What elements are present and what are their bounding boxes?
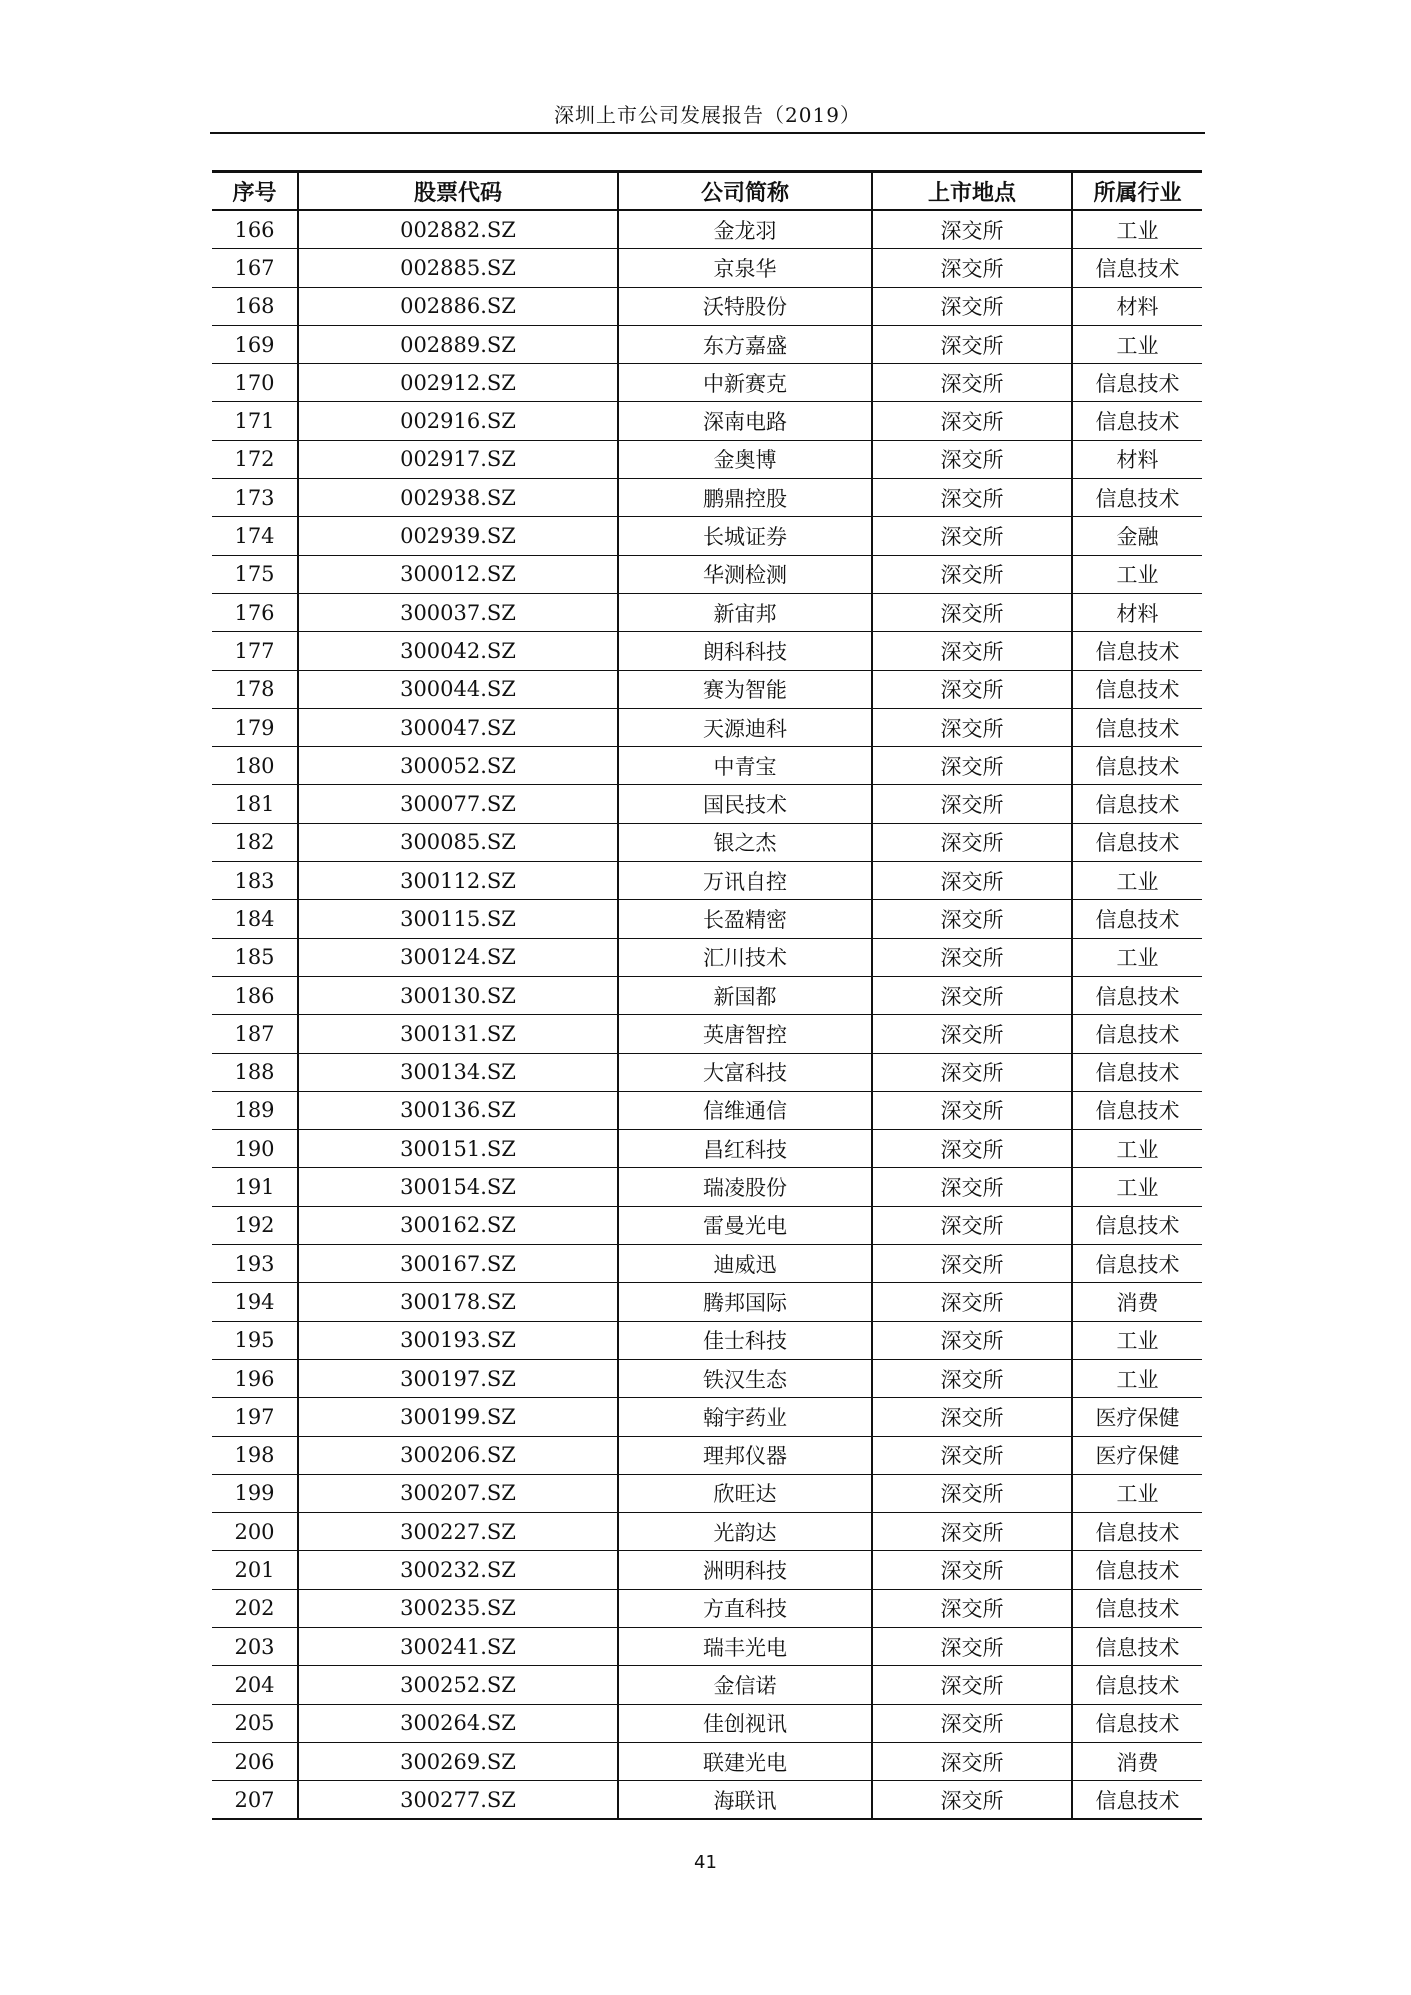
listing-venue-cell: 深交所: [872, 938, 1072, 976]
company-name-cell: 京泉华: [618, 249, 872, 287]
stock-code-cell: 300044.SZ: [298, 670, 618, 708]
stock-code-cell: 300162.SZ: [298, 1206, 618, 1244]
industry-cell: 工业: [1072, 938, 1202, 976]
industry-cell: 消费: [1072, 1283, 1202, 1321]
stock-code-cell: 002939.SZ: [298, 517, 618, 555]
listing-venue-cell: 深交所: [872, 1704, 1072, 1742]
table-row: [212, 555, 1202, 593]
company-name-cell: 东方嘉盛: [618, 325, 872, 363]
listing-venue-cell: 深交所: [872, 862, 1072, 900]
table-row: [212, 670, 1202, 708]
listing-venue-cell: 深交所: [872, 1015, 1072, 1053]
listing-venue-cell: 深交所: [872, 1359, 1072, 1397]
listing-venue-cell: 深交所: [872, 287, 1072, 325]
listing-venue-cell: 深交所: [872, 785, 1072, 823]
row-index-cell: 195: [234, 1328, 275, 1353]
table-row: [212, 1015, 1202, 1053]
listing-venue-cell: 深交所: [872, 479, 1072, 517]
company-name-cell: 鹏鼎控股: [618, 479, 872, 517]
column-header-listing-venue: 上市地点: [872, 172, 1072, 211]
listing-venue-cell: 深交所: [872, 1091, 1072, 1129]
table-row: [212, 862, 1202, 900]
table-row: [212, 249, 1202, 287]
company-name-cell: 佳士科技: [618, 1321, 872, 1359]
table-row: [212, 632, 1202, 670]
listing-venue-cell: 深交所: [872, 402, 1072, 440]
row-index-cell: 172: [234, 447, 275, 472]
table-row: [212, 900, 1202, 938]
table-row: [212, 747, 1202, 785]
company-name-cell: 国民技术: [618, 785, 872, 823]
stock-code-cell: 300199.SZ: [298, 1398, 618, 1436]
listing-venue-cell: 深交所: [872, 708, 1072, 746]
table-header-row: [212, 172, 1202, 211]
table-row: [212, 1321, 1202, 1359]
listing-venue-cell: 深交所: [872, 1742, 1072, 1780]
company-name-cell: 瑞凌股份: [618, 1168, 872, 1206]
table-row: [212, 1513, 1202, 1551]
stock-code-cell: 300235.SZ: [298, 1589, 618, 1627]
listing-venue-cell: 深交所: [872, 517, 1072, 555]
table-row: [212, 785, 1202, 823]
company-name-cell: 银之杰: [618, 823, 872, 861]
row-index-cell: 185: [234, 945, 275, 970]
listing-venue-cell: 深交所: [872, 593, 1072, 631]
table-row: [212, 708, 1202, 746]
table-row: [212, 1283, 1202, 1321]
stock-code-cell: 300077.SZ: [298, 785, 618, 823]
stock-code-cell: 002938.SZ: [298, 479, 618, 517]
listing-venue-cell: 深交所: [872, 210, 1072, 249]
listing-venue-cell: 深交所: [872, 364, 1072, 402]
stock-code-cell: 002917.SZ: [298, 440, 618, 478]
company-name-cell: 金信诺: [618, 1666, 872, 1704]
industry-cell: 信息技术: [1072, 1781, 1202, 1820]
table-row: [212, 402, 1202, 440]
table-row: [212, 210, 1202, 249]
industry-cell: 信息技术: [1072, 364, 1202, 402]
industry-cell: 信息技术: [1072, 823, 1202, 861]
table-row: [212, 517, 1202, 555]
row-index-cell: 206: [234, 1749, 275, 1774]
listing-venue-cell: 深交所: [872, 1245, 1072, 1283]
stock-code-cell: 300207.SZ: [298, 1474, 618, 1512]
industry-cell: 信息技术: [1072, 1704, 1202, 1742]
stock-code-cell: 300269.SZ: [298, 1742, 618, 1780]
row-index-cell: 190: [234, 1136, 275, 1161]
stock-code-cell: 300151.SZ: [298, 1130, 618, 1168]
industry-cell: 信息技术: [1072, 1053, 1202, 1091]
company-name-cell: 大富科技: [618, 1053, 872, 1091]
listing-venue-cell: 深交所: [872, 1551, 1072, 1589]
industry-cell: 信息技术: [1072, 632, 1202, 670]
listing-venue-cell: 深交所: [872, 976, 1072, 1014]
industry-cell: 工业: [1072, 1474, 1202, 1512]
row-index-cell: 180: [234, 753, 275, 778]
industry-cell: 信息技术: [1072, 976, 1202, 1014]
company-name-cell: 万讯自控: [618, 862, 872, 900]
company-name-cell: 迪威迅: [618, 1245, 872, 1283]
table-row: [212, 1359, 1202, 1397]
row-index-cell: 174: [234, 524, 275, 549]
industry-cell: 消费: [1072, 1742, 1202, 1780]
row-index-cell: 176: [234, 600, 275, 625]
listing-venue-cell: 深交所: [872, 823, 1072, 861]
row-index-cell: 166: [234, 217, 275, 242]
row-index-cell: 179: [234, 715, 275, 740]
table-row: [212, 287, 1202, 325]
row-index-cell: 173: [234, 485, 275, 510]
industry-cell: 金融: [1072, 517, 1202, 555]
company-name-cell: 翰宇药业: [618, 1398, 872, 1436]
table-row: [212, 1781, 1202, 1820]
table-row: [212, 325, 1202, 363]
table-row: [212, 1053, 1202, 1091]
stock-code-cell: 300227.SZ: [298, 1513, 618, 1551]
table-row: [212, 1130, 1202, 1168]
industry-cell: 信息技术: [1072, 670, 1202, 708]
company-name-cell: 铁汉生态: [618, 1359, 872, 1397]
stock-code-cell: 300112.SZ: [298, 862, 618, 900]
listing-venue-cell: 深交所: [872, 325, 1072, 363]
industry-cell: 信息技术: [1072, 900, 1202, 938]
table-row: [212, 1168, 1202, 1206]
industry-cell: 信息技术: [1072, 1245, 1202, 1283]
company-name-cell: 金奥博: [618, 440, 872, 478]
row-index-cell: 191: [234, 1175, 275, 1200]
stock-code-cell: 300264.SZ: [298, 1704, 618, 1742]
industry-cell: 信息技术: [1072, 1666, 1202, 1704]
table-row: [212, 440, 1202, 478]
industry-cell: 信息技术: [1072, 1551, 1202, 1589]
company-name-cell: 沃特股份: [618, 287, 872, 325]
column-header-index: 序号: [232, 180, 277, 206]
industry-cell: 工业: [1072, 862, 1202, 900]
row-index-cell: 181: [234, 792, 275, 817]
industry-cell: 信息技术: [1072, 785, 1202, 823]
row-index-cell: 193: [234, 1251, 275, 1276]
stock-code-cell: 300206.SZ: [298, 1436, 618, 1474]
stock-code-cell: 300042.SZ: [298, 632, 618, 670]
table-row: [212, 1551, 1202, 1589]
page-number: 41: [694, 1852, 717, 1873]
industry-cell: 信息技术: [1072, 402, 1202, 440]
listing-venue-cell: 深交所: [872, 1666, 1072, 1704]
row-index-cell: 169: [234, 332, 275, 357]
industry-cell: 工业: [1072, 1321, 1202, 1359]
listing-venue-cell: 深交所: [872, 747, 1072, 785]
stock-code-cell: 300052.SZ: [298, 747, 618, 785]
stock-code-cell: 300252.SZ: [298, 1666, 618, 1704]
industry-cell: 信息技术: [1072, 708, 1202, 746]
table-row: [212, 1589, 1202, 1627]
row-index-cell: 207: [234, 1787, 275, 1812]
industry-cell: 信息技术: [1072, 1015, 1202, 1053]
row-index-cell: 170: [234, 370, 275, 395]
stock-code-cell: 002882.SZ: [298, 210, 618, 249]
industry-cell: 信息技术: [1072, 249, 1202, 287]
table-row: [212, 1398, 1202, 1436]
company-name-cell: 朗科科技: [618, 632, 872, 670]
row-index-cell: 186: [234, 983, 275, 1008]
industry-cell: 材料: [1072, 287, 1202, 325]
listing-venue-cell: 深交所: [872, 1321, 1072, 1359]
row-index-cell: 201: [234, 1558, 275, 1583]
stock-code-cell: 300124.SZ: [298, 938, 618, 976]
report-title: 深圳上市公司发展报告（2019）: [554, 103, 861, 127]
table-row: [212, 1091, 1202, 1129]
industry-cell: 信息技术: [1072, 1513, 1202, 1551]
industry-cell: 工业: [1072, 555, 1202, 593]
listing-venue-cell: 深交所: [872, 1053, 1072, 1091]
table-row: [212, 1245, 1202, 1283]
company-name-cell: 长盈精密: [618, 900, 872, 938]
company-list-table: [212, 170, 1202, 1820]
industry-cell: 工业: [1072, 210, 1202, 249]
listing-venue-cell: 深交所: [872, 249, 1072, 287]
stock-code-cell: 300178.SZ: [298, 1283, 618, 1321]
company-name-cell: 欣旺达: [618, 1474, 872, 1512]
industry-cell: 医疗保健: [1072, 1398, 1202, 1436]
table-row: [212, 1436, 1202, 1474]
row-index-cell: 184: [234, 906, 275, 931]
company-name-cell: 赛为智能: [618, 670, 872, 708]
stock-code-cell: 300085.SZ: [298, 823, 618, 861]
company-name-cell: 中新赛克: [618, 364, 872, 402]
stock-code-cell: 002886.SZ: [298, 287, 618, 325]
company-name-cell: 中青宝: [618, 747, 872, 785]
company-name-cell: 洲明科技: [618, 1551, 872, 1589]
row-index-cell: 194: [234, 1289, 275, 1314]
industry-cell: 信息技术: [1072, 1091, 1202, 1129]
listing-venue-cell: 深交所: [872, 1168, 1072, 1206]
stock-code-cell: 300154.SZ: [298, 1168, 618, 1206]
stock-code-cell: 300131.SZ: [298, 1015, 618, 1053]
row-index-cell: 182: [234, 830, 275, 855]
listing-venue-cell: 深交所: [872, 1627, 1072, 1665]
industry-cell: 工业: [1072, 1130, 1202, 1168]
row-index-cell: 192: [234, 1213, 275, 1238]
listing-venue-cell: 深交所: [872, 1283, 1072, 1321]
company-name-cell: 汇川技术: [618, 938, 872, 976]
stock-code-cell: 300167.SZ: [298, 1245, 618, 1283]
industry-cell: 材料: [1072, 593, 1202, 631]
industry-cell: 信息技术: [1072, 479, 1202, 517]
table-row: [212, 1704, 1202, 1742]
company-name-cell: 瑞丰光电: [618, 1627, 872, 1665]
row-index-cell: 198: [234, 1443, 275, 1468]
listing-venue-cell: 深交所: [872, 555, 1072, 593]
listing-venue-cell: 深交所: [872, 1589, 1072, 1627]
company-name-cell: 腾邦国际: [618, 1283, 872, 1321]
listing-venue-cell: 深交所: [872, 1474, 1072, 1512]
stock-code-cell: 300115.SZ: [298, 900, 618, 938]
stock-code-cell: 002885.SZ: [298, 249, 618, 287]
row-index-cell: 175: [234, 562, 275, 587]
stock-code-cell: 300134.SZ: [298, 1053, 618, 1091]
company-name-cell: 新宙邦: [618, 593, 872, 631]
table-row: [212, 976, 1202, 1014]
industry-cell: 工业: [1072, 1168, 1202, 1206]
row-index-cell: 168: [234, 294, 275, 319]
stock-code-cell: 300130.SZ: [298, 976, 618, 1014]
table-row: [212, 364, 1202, 402]
company-name-cell: 光韵达: [618, 1513, 872, 1551]
listing-venue-cell: 深交所: [872, 1398, 1072, 1436]
column-header-industry: 所属行业: [1072, 172, 1202, 211]
listing-venue-cell: 深交所: [872, 900, 1072, 938]
table-row: [212, 1474, 1202, 1512]
listing-venue-cell: 深交所: [872, 1436, 1072, 1474]
industry-cell: 医疗保健: [1072, 1436, 1202, 1474]
industry-cell: 信息技术: [1072, 1627, 1202, 1665]
industry-cell: 工业: [1072, 1359, 1202, 1397]
company-name-cell: 佳创视讯: [618, 1704, 872, 1742]
industry-cell: 信息技术: [1072, 747, 1202, 785]
stock-code-cell: 002889.SZ: [298, 325, 618, 363]
stock-code-cell: 300136.SZ: [298, 1091, 618, 1129]
listing-venue-cell: 深交所: [872, 1206, 1072, 1244]
row-index-cell: 171: [234, 409, 275, 434]
row-index-cell: 167: [234, 255, 275, 280]
table-row: [212, 823, 1202, 861]
industry-cell: 信息技术: [1072, 1589, 1202, 1627]
row-index-cell: 177: [234, 638, 275, 663]
table-row: [212, 1742, 1202, 1780]
company-name-cell: 昌红科技: [618, 1130, 872, 1168]
listing-venue-cell: 深交所: [872, 632, 1072, 670]
company-name-cell: 英唐智控: [618, 1015, 872, 1053]
page-header: [210, 98, 1205, 134]
stock-code-cell: 300277.SZ: [298, 1781, 618, 1820]
row-index-cell: 187: [234, 1021, 275, 1046]
stock-code-cell: 300232.SZ: [298, 1551, 618, 1589]
row-index-cell: 205: [234, 1711, 275, 1736]
stock-code-cell: 300197.SZ: [298, 1359, 618, 1397]
table-row: [212, 1666, 1202, 1704]
row-index-cell: 196: [234, 1366, 275, 1391]
company-name-cell: 深南电路: [618, 402, 872, 440]
company-name-cell: 雷曼光电: [618, 1206, 872, 1244]
row-index-cell: 200: [234, 1519, 275, 1544]
table-row: [212, 938, 1202, 976]
row-index-cell: 183: [234, 868, 275, 893]
column-header-stock-code: 股票代码: [298, 172, 618, 211]
stock-code-cell: 002912.SZ: [298, 364, 618, 402]
table-row: [212, 1627, 1202, 1665]
table-row: [212, 479, 1202, 517]
industry-cell: 信息技术: [1072, 1206, 1202, 1244]
row-index-cell: 204: [234, 1672, 275, 1697]
industry-cell: 工业: [1072, 325, 1202, 363]
row-index-cell: 203: [234, 1634, 275, 1659]
listing-venue-cell: 深交所: [872, 1130, 1072, 1168]
stock-code-cell: 300193.SZ: [298, 1321, 618, 1359]
stock-code-cell: 300047.SZ: [298, 708, 618, 746]
company-name-cell: 新国都: [618, 976, 872, 1014]
stock-code-cell: 300012.SZ: [298, 555, 618, 593]
company-name-cell: 天源迪科: [618, 708, 872, 746]
table-row: [212, 593, 1202, 631]
stock-code-cell: 300037.SZ: [298, 593, 618, 631]
company-name-cell: 方直科技: [618, 1589, 872, 1627]
listing-venue-cell: 深交所: [872, 1513, 1072, 1551]
industry-cell: 材料: [1072, 440, 1202, 478]
row-index-cell: 197: [234, 1404, 275, 1429]
row-index-cell: 199: [234, 1481, 275, 1506]
company-name-cell: 金龙羽: [618, 210, 872, 249]
listing-venue-cell: 深交所: [872, 440, 1072, 478]
row-index-cell: 189: [234, 1098, 275, 1123]
company-name-cell: 理邦仪器: [618, 1436, 872, 1474]
listing-venue-cell: 深交所: [872, 1781, 1072, 1820]
row-index-cell: 178: [234, 677, 275, 702]
company-name-cell: 海联讯: [618, 1781, 872, 1820]
row-index-cell: 202: [234, 1596, 275, 1621]
company-name-cell: 联建光电: [618, 1742, 872, 1780]
stock-code-cell: 300241.SZ: [298, 1627, 618, 1665]
company-name-cell: 华测检测: [618, 555, 872, 593]
row-index-cell: 188: [234, 1060, 275, 1085]
listing-venue-cell: 深交所: [872, 670, 1072, 708]
column-header-company-name: 公司简称: [618, 172, 872, 211]
stock-code-cell: 002916.SZ: [298, 402, 618, 440]
company-name-cell: 信维通信: [618, 1091, 872, 1129]
table-body: [212, 210, 1202, 1819]
company-name-cell: 长城证券: [618, 517, 872, 555]
table-row: [212, 1206, 1202, 1244]
